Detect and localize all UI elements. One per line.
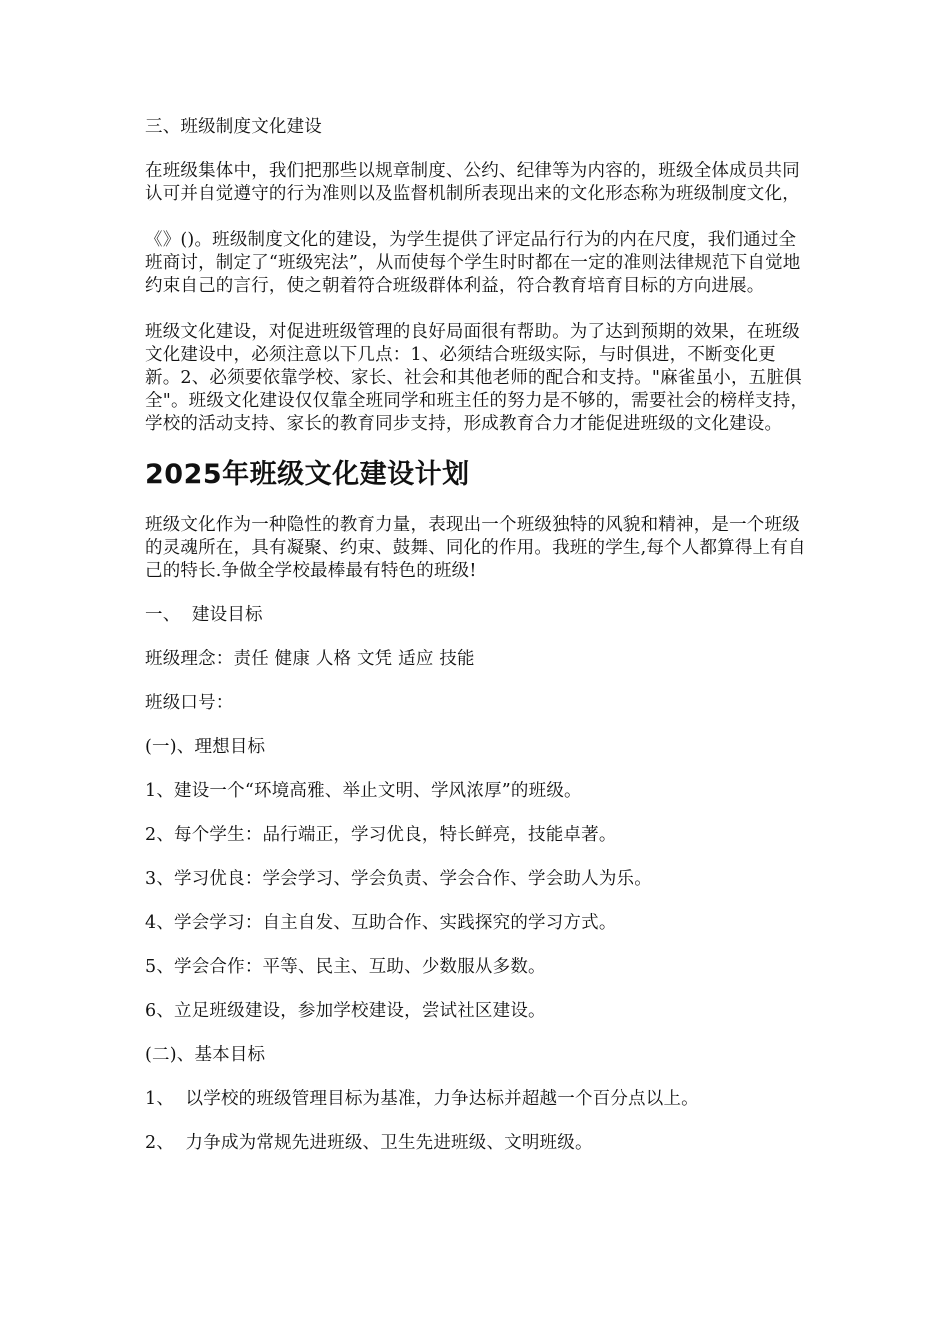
ideal-goal-item: 5、学会合作：平等、民主、互助、少数服从多数。 xyxy=(145,957,546,977)
goal-title: 一、 建设目标 xyxy=(145,605,263,625)
class-concept: 班级理念：责任 健康 人格 文凭 适应 技能 xyxy=(145,649,475,669)
ideal-goal-item: 6、立足班级建设，参加学校建设，尝试社区建设。 xyxy=(145,1001,546,1021)
section3-title: 三、班级制度文化建设 xyxy=(145,117,322,137)
ideal-goal-item: 1、建设一个“环境高雅、举止文明、学风浓厚”的班级。 xyxy=(145,781,582,801)
document-page xyxy=(145,0,810,1155)
ideal-goal-item: 4、学会学习：自主自发、互助合作、实践探究的学习方式。 xyxy=(145,913,617,933)
section3-paragraph-2: 《》()。班级制度文化的建设，为学生提供了评定品行行为的内在尺度，我们通过全班商讨，制定了“班级宪法”，从而使每个学生时时都在一定的准则法律规范下自觉地约束自己的言行，使之朝着符合班级群体利益，符合教育培育目标的方向进展。 xyxy=(145,230,801,296)
class-slogan: 班级口号： xyxy=(145,693,234,713)
ideal-goal-title: (一)、理想目标 xyxy=(145,737,266,757)
basic-goal-item: 1、 以学校的班级管理目标为基准，力争达标并超越一个百分点以上。 xyxy=(145,1089,699,1109)
section3-paragraph-1: 在班级集体中，我们把那些以规章制度、公约、纪律等为内容的，班级全体成员共同认可并自觉遵守的行为准则以及监督机制所表现出来的文化形态称为班级制度文化， xyxy=(145,161,800,204)
basic-goal-item: 2、 力争成为常规先进班级、卫生先进班级、文明班级。 xyxy=(145,1133,593,1153)
plan-title: 2025年班级文化建设计划 xyxy=(145,459,470,490)
plan-intro: 班级文化作为一种隐性的教育力量，表现出一个班级独特的风貌和精神，是一个班级的灵魂所在，具有凝聚、约束、鼓舞、同化的作用。我班的学生,每个人都算得上有自己的特长.争做全学校最棒最有特色的班级! xyxy=(145,515,806,581)
basic-goal-title: (二)、基本目标 xyxy=(145,1045,266,1065)
ideal-goal-item: 3、学习优良：学会学习、学会负责、学会合作、学会助人为乐。 xyxy=(145,869,652,889)
ideal-goal-item: 2、每个学生：品行端正，学习优良，特长鲜亮，技能卓著。 xyxy=(145,825,617,845)
section3-paragraph-3: 班级文化建设，对促进班级管理的良好局面很有帮助。为了达到预期的效果，在班级文化建设中，必须注意以下几点：1、必须结合班级实际，与时俱进，不断变化更新。2、必须要依靠学校、家长、社会和其他老师的配合和支持。"麻雀虽小，五脏俱全"。班级文化建设仅仅靠全班同学和班主任的努力是不够的，需要社会的榜样支持，学校的活动支持、家长的教育同步支持，形成教育合力才能促进班级的文化建设。 xyxy=(145,322,809,434)
